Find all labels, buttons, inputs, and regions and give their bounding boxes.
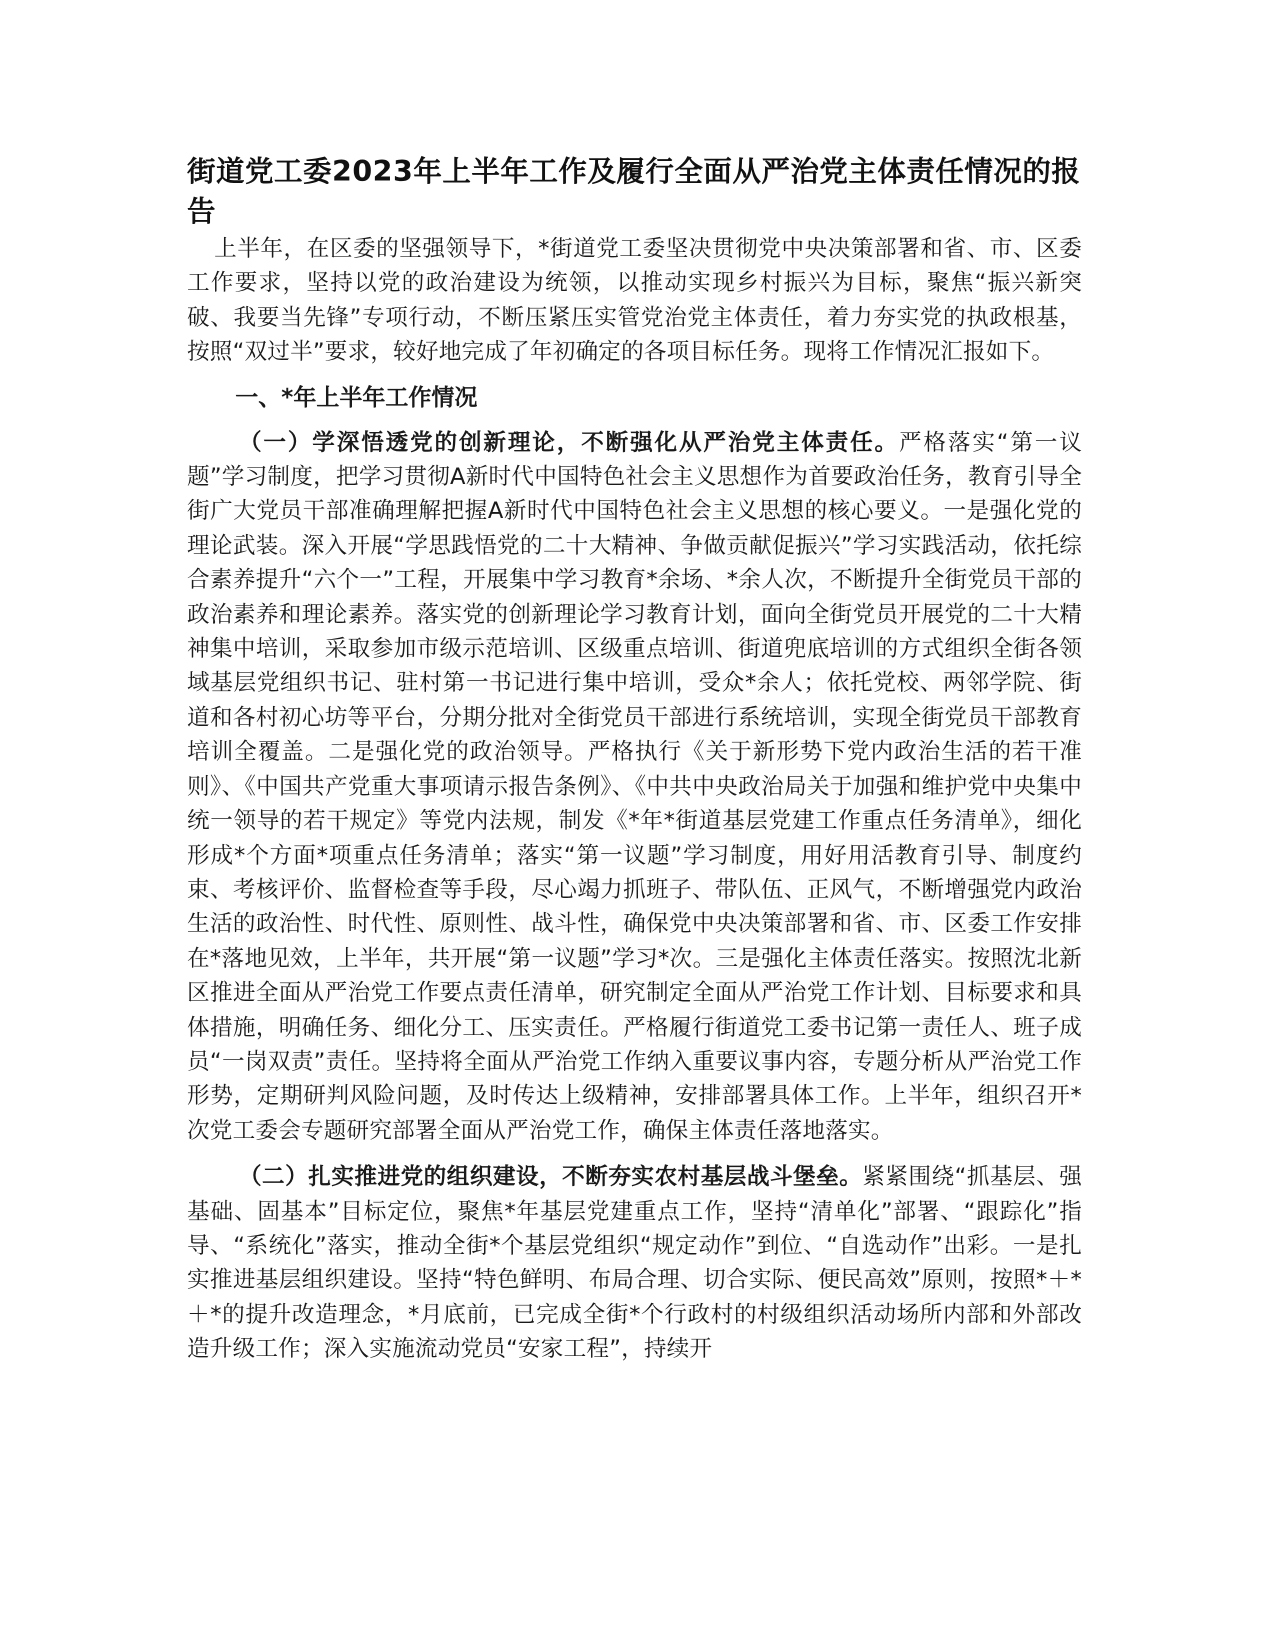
document-title: 街道党工委2023年上半年工作及履行全面从严治党主体责任情况的报告: [187, 155, 1081, 228]
section-1-body: 严格落实“第一议题”学习制度，把学习贯彻A新时代中国特色社会主义思想作为首要政治任务，教育引导全街广大党员干部准确理解把握A新时代中国特色社会主义思想的核心要义。一是强化党的理论武装。深入开展“学思践悟党的二十大精神、争做贡献促振兴”学习实践活动，依托综合素养提升“六个一”工程，开展集中学习教育*余场、*余人次，不断提升全街党员干部的政治素养和理论素养。落实党的创新理论学习教育计划，面向全街党员开展党的二十大精神集中培训，采取参加市级示范培训、区级重点培训、街道兜底培训的方式组织全街各领域基层党组织书记、驻村第一书记进行集中培训，受众*余人；依托党校、两邻学院、街道和各村初心坊等平台，分期分批对全街党员干部进行系统培训，实现全街党员干部教育培训全覆盖。二是强化党的政治领导。严格执行《关于新形势下党内政治生活的若干准则》、《中国共产党重大事项请示报告条例》、《中共中央政治局关于加强和维护党中央集中统一领导的若干规定》等党内法规，制发《*年*街道基层党建工作重点任务清单》，细化形成*个方面*项重点任务清单；落实“第一议题”学习制度，用好用活教育引导、制度约束、考核评价、监督检查等手段，尽心竭力抓班子、带队伍、正风气，不断增强党内政治生活的政治性、时代性、原则性、战斗性，确保党中央决策部署和省、市、区委工作安排在*落地见效，上半年，共开展“第一议题”学习*次。三是强化主体责任落实。按照沈北新区推进全面从严治党工作要点责任清单，研究制定全面从严治党工作计划、目标要求和具体措施，明确任务、细化分工、压实责任。严格履行街道党工委书记第一责任人、班子成员“一岗双责”责任。坚持将全面从严治党工作纳入重要议事内容，专题分析从严治党工作形势，定期研判风险问题，及时传达上级精神，安排部署具体工作。上半年，组织召开*次党工委会专题研究部署全面从严治党工作，确保主体责任落地落实。: [187, 429, 1083, 1144]
section-2-body: 紧紧围绕“抓基层、强基础、固基本”目标定位，聚焦*年基层党建重点工作，坚持“清单化”部署、“跟踪化”指导、“系统化”落实，推动全街*个基层党组织“规定动作”到位、“自选动作”出彩。一是扎实推进基层组织建设。坚持“特色鲜明、布局合理、切合实际、便民高效”原则，按照*＋*＋*的提升改造理念，*月底前，已完成全街*个行政村的村级组织活动场所内部和外部改造升级工作；深入实施流动党员“安家工程”，持续开: [187, 1164, 1082, 1363]
section-1-lead: （一）学深悟透党的创新理论，不断强化从严治党主体责任。: [238, 429, 899, 456]
section-1-paragraph: [187, 426, 1082, 1149]
intro-paragraph: 上半年，在区委的坚强领导下，*街道党工委坚决贯彻党中央决策部署和省、市、区委工作要求，坚持以党的政治建设为统领，以推动实现乡村振兴为目标，聚焦“振兴新突破、我要当先锋”专项行动，不断压紧压实管党治党主体责任，着力夯实党的执政根基，按照“双过半”要求，较好地完成了年初确定的各项目标任务。现将工作情况汇报如下。: [187, 236, 1082, 366]
section-2-lead: （二）扎实推进党的组织建设，不断夯实农村基层战斗堡垒。: [238, 1164, 863, 1191]
section-2-paragraph: [187, 1160, 1082, 1366]
document-page: [187, 152, 1082, 1379]
section-heading-1: 一、*年上半年工作情况: [235, 384, 478, 411]
